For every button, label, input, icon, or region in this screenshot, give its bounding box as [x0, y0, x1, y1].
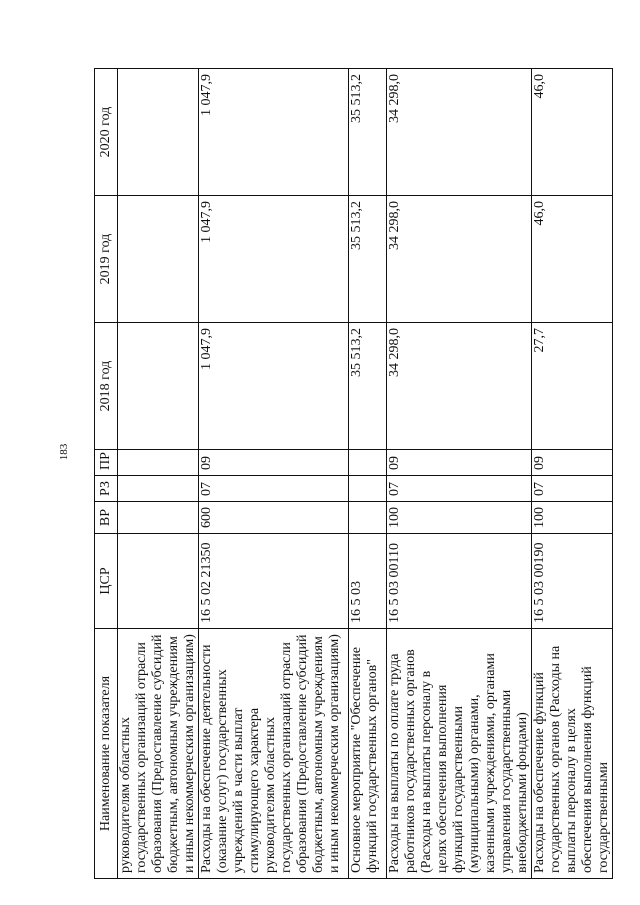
header-2018: 2018 год: [95, 323, 118, 450]
header-rz: РЗ: [95, 476, 118, 502]
row-name: Расходы на выплаты по оплате труда работников государственных органов (Расходы на выплаты персоналу в целях обеспечения выполнения функций государственными (муниципальными) органами, казенными учреждениями, органами управления государственными внебюджетными фондами): [387, 629, 532, 879]
row-vr: [349, 502, 387, 534]
row-pr: 09: [532, 450, 613, 476]
header-vr: ВР: [95, 502, 118, 534]
row-2018: 1 047,9: [199, 323, 349, 450]
row-vr: 100: [532, 502, 613, 534]
table-row: [387, 69, 532, 879]
row-2018: 27,7: [532, 323, 613, 450]
row-name: Расходы на обеспечение деятельности (оказание услуг) государственных учреждений в части выплат стимулирующего характера руководителям областных государственных организаций отрасли образования (Предоставление субсидий бюджетным, автономным учреждениям и иным некоммерческим организациям): [199, 629, 349, 879]
rotated-table-container: [94, 69, 609, 879]
row-pr: [118, 450, 199, 476]
row-2020: 34 298,0: [387, 69, 532, 196]
row-2019: 35 513,2: [349, 196, 387, 323]
row-rz: [349, 476, 387, 502]
row-rz: 07: [532, 476, 613, 502]
row-pr: [349, 450, 387, 476]
row-pr: 09: [199, 450, 349, 476]
row-csr: [118, 534, 199, 629]
row-name: Расходы на обеспечение функций государственных органов (Расходы на выплаты персоналу в целях обеспечения выполнения функций государственными: [532, 629, 613, 879]
header-2020: 2020 год: [95, 69, 118, 196]
table-row: [349, 69, 387, 879]
table-row: [199, 69, 349, 879]
row-rz: [118, 476, 199, 502]
row-name: руководителям областных государственных организаций отрасли образования (Предоставление субсидий бюджетным, автономным учреждениям и иным некоммерческим организациям): [118, 629, 199, 879]
row-2019: 34 298,0: [387, 196, 532, 323]
page-number: 183: [58, 443, 70, 461]
header-row: [95, 69, 118, 879]
row-pr: 09: [387, 450, 532, 476]
row-csr: 16 5 02 21350: [199, 534, 349, 629]
row-2019: 1 047,9: [199, 196, 349, 323]
row-name: Основное мероприятие "Обеспечение функций государственных органов": [349, 629, 387, 879]
table-row: [118, 69, 199, 879]
row-rz: 07: [387, 476, 532, 502]
header-2019: 2019 год: [95, 196, 118, 323]
row-2018: 35 513,2: [349, 323, 387, 450]
row-csr: 16 5 03 00190: [532, 534, 613, 629]
row-2019: 46,0: [532, 196, 613, 323]
row-2018: [118, 323, 199, 450]
row-2019: [118, 196, 199, 323]
header-csr: ЦСР: [95, 534, 118, 629]
budget-table: [94, 68, 613, 879]
row-2020: 35 513,2: [349, 69, 387, 196]
row-2020: 1 047,9: [199, 69, 349, 196]
row-vr: [118, 502, 199, 534]
row-csr: 16 5 03: [349, 534, 387, 629]
row-rz: 07: [199, 476, 349, 502]
row-2018: 34 298,0: [387, 323, 532, 450]
row-2020: [118, 69, 199, 196]
row-vr: 100: [387, 502, 532, 534]
row-vr: 600: [199, 502, 349, 534]
header-name: Наименование показателя: [95, 629, 118, 879]
row-2020: 46,0: [532, 69, 613, 196]
header-pr: ПР: [95, 450, 118, 476]
row-csr: 16 5 03 00110: [387, 534, 532, 629]
table-row: [532, 69, 613, 879]
